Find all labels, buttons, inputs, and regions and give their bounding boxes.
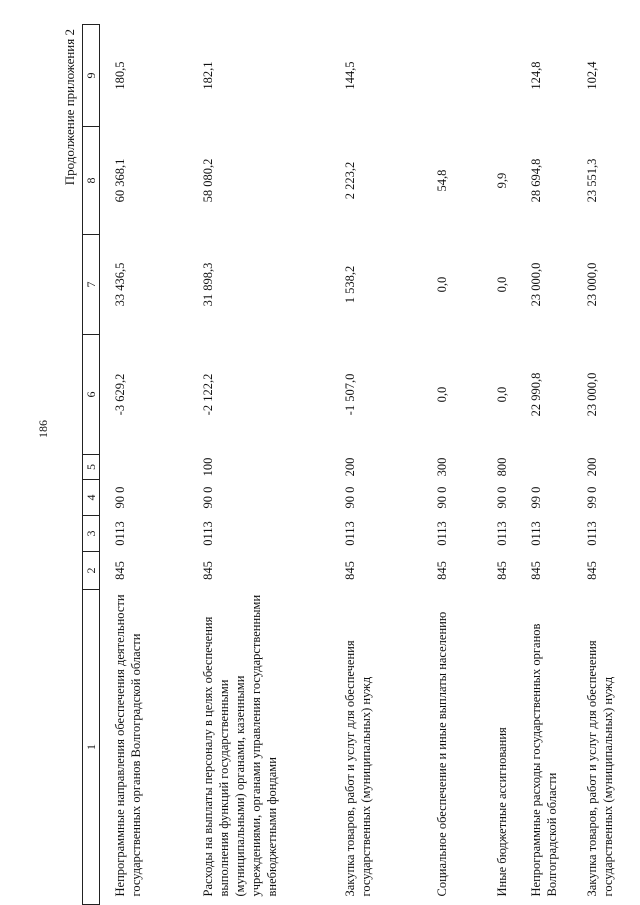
column-header: 4 bbox=[83, 480, 100, 516]
amount-col-7: 33 436,5 bbox=[113, 262, 127, 307]
amount-col-6: 23 000,0 bbox=[584, 372, 599, 417]
section-code: 0113 bbox=[342, 521, 357, 546]
amount-col-8: 60 368,1 bbox=[113, 158, 127, 203]
table-row bbox=[484, 25, 518, 905]
amount-col-8: 2 223,2 bbox=[342, 161, 357, 200]
amount-col-8: 58 080,2 bbox=[200, 158, 215, 203]
amount-col-7: 1 538,2 bbox=[342, 265, 357, 304]
section-code: 0113 bbox=[528, 521, 543, 546]
percent-col-9: 180,5 bbox=[113, 61, 127, 90]
column-header: 1 bbox=[83, 590, 100, 905]
percent-col-9 bbox=[424, 25, 484, 127]
ministry-code: 845 bbox=[494, 561, 509, 580]
expense-type-code bbox=[518, 455, 574, 480]
row-description: Закупка товаров, работ и услуг для обеспечения государственных (муниципальных) нужд bbox=[342, 640, 373, 897]
budget-table bbox=[82, 24, 640, 905]
amount-col-8: 23 551,3 bbox=[584, 158, 599, 203]
expense-type-code: 300 bbox=[434, 457, 449, 477]
percent-col-9: 102,4 bbox=[584, 61, 599, 90]
expense-type-code: 200 bbox=[584, 457, 599, 477]
section-code: 0113 bbox=[434, 521, 449, 546]
table-row bbox=[518, 25, 574, 905]
target-article-code: 90 0 bbox=[342, 486, 357, 509]
ministry-code: 845 bbox=[342, 561, 357, 580]
amount-col-7: 0,0 bbox=[434, 276, 449, 293]
row-description: Непрограммные расходы государственных органов Волгоградской области bbox=[528, 623, 559, 897]
amount-col-6: -1 507,0 bbox=[342, 373, 357, 416]
amount-col-7: 23 000,0 bbox=[584, 262, 599, 307]
amount-col-8: 28 694,8 bbox=[528, 158, 543, 203]
amount-col-6: 22 990,8 bbox=[528, 372, 543, 417]
expense-type-code: 800 bbox=[494, 457, 509, 477]
column-header: 9 bbox=[83, 25, 100, 127]
column-header: 6 bbox=[83, 335, 100, 455]
amount-col-7: 23 000,0 bbox=[528, 262, 543, 307]
document-page bbox=[60, 25, 615, 905]
ministry-code: 845 bbox=[528, 561, 543, 580]
percent-col-9 bbox=[484, 25, 518, 127]
ministry-code: 845 bbox=[200, 561, 215, 580]
row-description: Непрограммные направления обеспечения деятельности государственных органов Волгоградской области bbox=[113, 594, 143, 897]
amount-col-7: 0,0 bbox=[494, 276, 509, 293]
amount-col-8: 9,9 bbox=[494, 172, 509, 189]
column-header: 5 bbox=[83, 455, 100, 480]
percent-col-9: 144,5 bbox=[342, 61, 357, 90]
row-description: Социальное обеспечение и иные выплаты населению bbox=[434, 611, 449, 897]
ministry-code: 845 bbox=[584, 561, 599, 580]
amount-col-6: -3 629,2 bbox=[113, 373, 127, 416]
table-header-row bbox=[83, 25, 100, 905]
column-header: 3 bbox=[83, 516, 100, 552]
page-number: 186 bbox=[36, 420, 50, 438]
expense-type-code: 200 bbox=[342, 457, 357, 477]
amount-col-8: 54,8 bbox=[434, 169, 449, 192]
target-article-code: 90 0 bbox=[494, 486, 509, 509]
ministry-code: 845 bbox=[434, 561, 449, 580]
table-row bbox=[332, 25, 424, 905]
section-code: 0113 bbox=[113, 521, 127, 546]
amount-col-6: -2 122,2 bbox=[200, 373, 215, 416]
row-description: Закупка товаров, работ и услуг для обеспечения государственных (муниципальных) нужд bbox=[584, 640, 615, 897]
section-code: 0113 bbox=[200, 521, 215, 546]
section-code: 0113 bbox=[494, 521, 509, 546]
target-article-code: 99 0 bbox=[528, 486, 543, 509]
target-article-code: 99 0 bbox=[584, 486, 599, 509]
ministry-code: 845 bbox=[113, 561, 127, 580]
column-header: 8 bbox=[83, 127, 100, 235]
amount-col-7: 31 898,3 bbox=[200, 262, 215, 307]
amount-col-6: 0,0 bbox=[494, 386, 509, 403]
section-code: 0113 bbox=[584, 521, 599, 546]
target-article-code: 90 0 bbox=[434, 486, 449, 509]
percent-col-9: 124,8 bbox=[528, 61, 543, 90]
expense-type-code: 100 bbox=[200, 457, 215, 477]
column-header: 7 bbox=[83, 235, 100, 335]
table-row bbox=[574, 25, 640, 905]
table-row bbox=[190, 25, 332, 905]
table-body bbox=[100, 25, 640, 905]
percent-col-9: 182,1 bbox=[200, 61, 215, 90]
target-article-code: 90 0 bbox=[200, 486, 215, 509]
table-row bbox=[100, 25, 190, 905]
column-header: 2 bbox=[83, 552, 100, 590]
appendix-subtitle: Продолжение приложения 2 bbox=[62, 29, 77, 186]
target-article-code: 90 0 bbox=[113, 486, 127, 509]
expense-type-code bbox=[100, 455, 190, 480]
row-description: Расходы на выплаты персоналу в целях обеспечения выполнения функций государственными (муниципальными) органами, казенными учреждениями, органами управления государственными внебюджетными фондами bbox=[200, 594, 279, 897]
table-row bbox=[424, 25, 484, 905]
row-description: Иные бюджетные ассигнования bbox=[494, 727, 509, 897]
amount-col-6: 0,0 bbox=[434, 386, 449, 403]
